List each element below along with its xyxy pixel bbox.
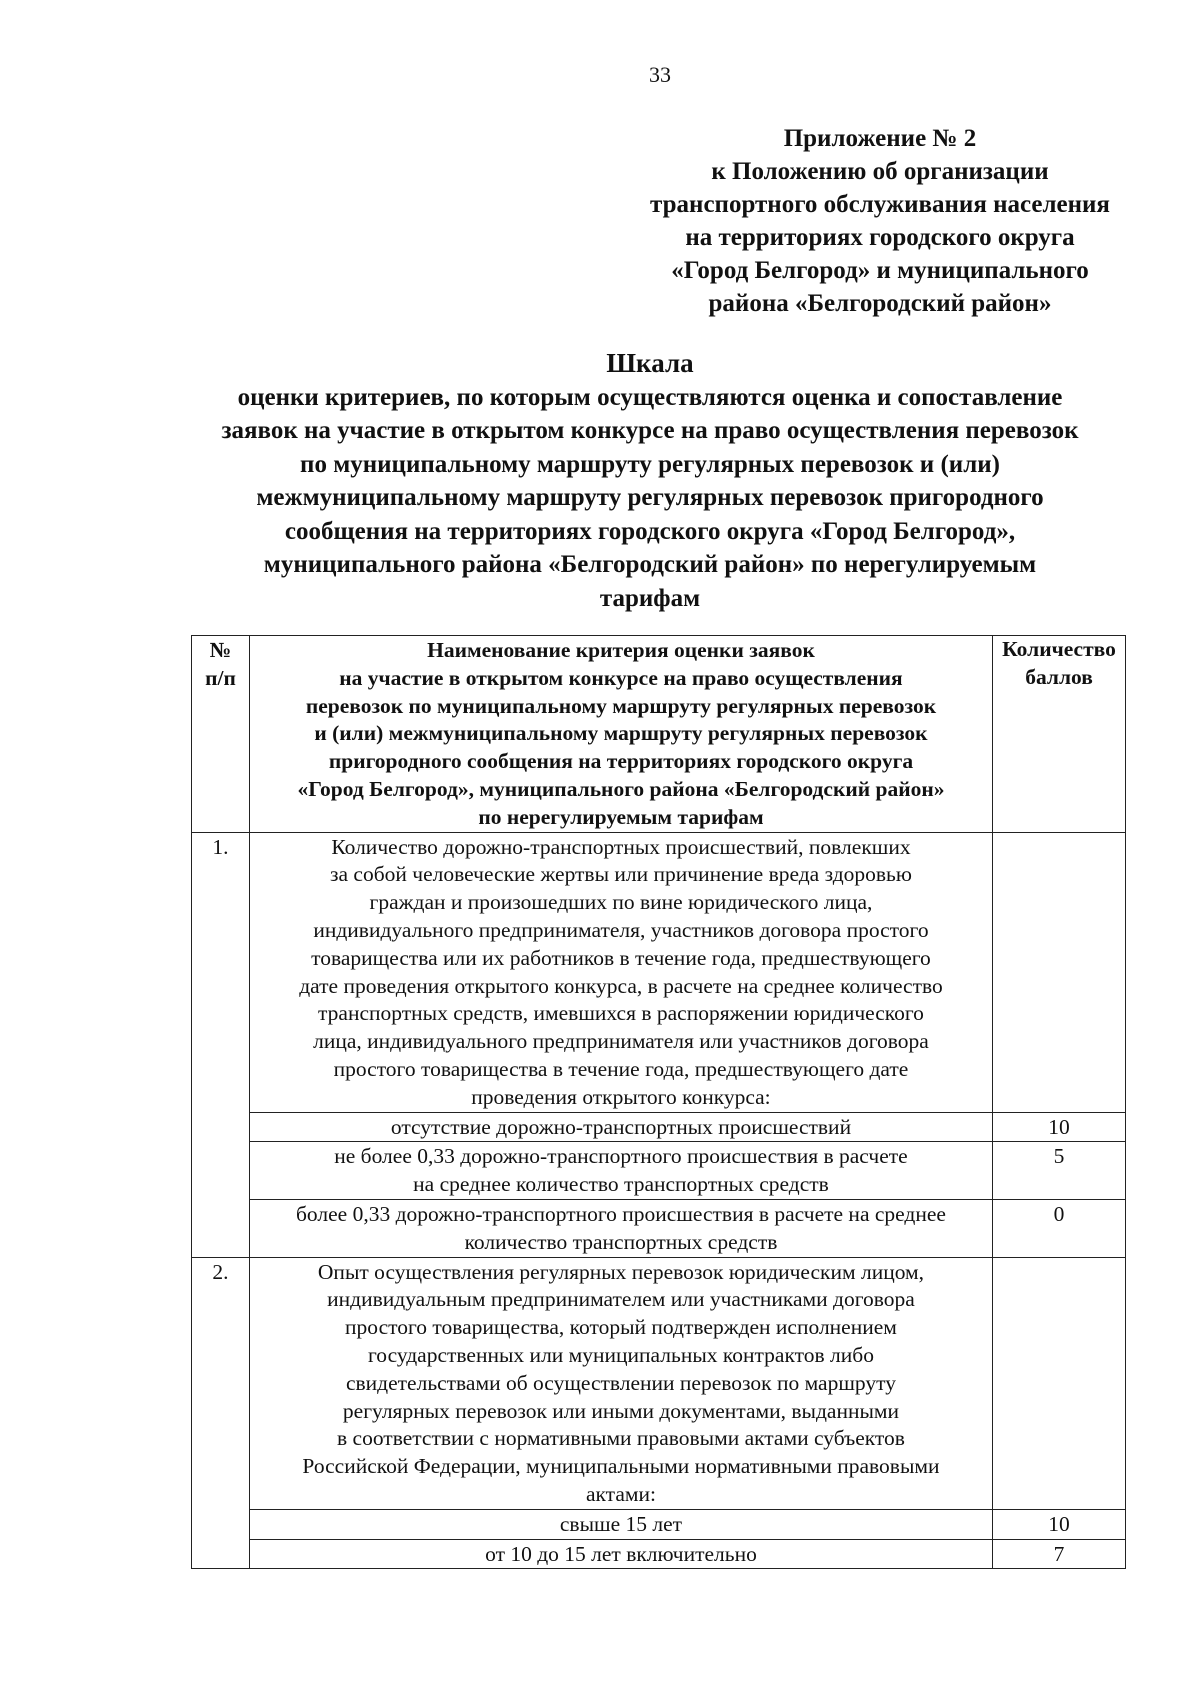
table-row — [192, 1509, 1126, 1539]
title-line: тарифам — [599, 584, 701, 612]
criterion-text: Опыт осуществления регулярных перевозок юридическим лицом, индивидуальным предпринимателем или участниками договора простого товарищества, который подтвержден исполнением государственных или муниципальных контрактов либо свидетельствами об осуществлении перевозок по маршруту регулярных перевозок или иными документами, выданными в соответствии с нормативными правовыми актами субъектов Российской Федерации, муниципальными нормативными правовыми актами: — [249, 1257, 992, 1509]
appendix-line: на территориях городского округа — [685, 224, 1075, 251]
option-text: отсутствие дорожно-транспортных происшествий — [249, 1112, 992, 1142]
page-number: 33 — [649, 62, 671, 87]
appendix-line: «Город Белгород» и муниципального — [671, 257, 1089, 284]
criteria-table — [191, 635, 1126, 1569]
option-score: 10 — [993, 1509, 1126, 1539]
appendix-line: к Положению об организации — [711, 158, 1049, 185]
option-text: свыше 15 лет — [249, 1509, 992, 1539]
table-row — [192, 832, 1126, 1112]
title-line: заявок на участие в открытом конкурсе на право осуществления перевозок — [221, 417, 1079, 444]
table-row — [192, 1257, 1126, 1509]
appendix-header — [600, 122, 1160, 320]
title-line: межмуниципальному маршруту регулярных перевозок пригородного — [256, 484, 1044, 511]
table-row — [192, 1199, 1126, 1257]
title-line: оценки критериев, по которым осуществляются оценка и сопоставление — [237, 383, 1063, 411]
criterion-score-empty — [993, 832, 1126, 1112]
option-score: 0 — [993, 1199, 1126, 1257]
option-text: от 10 до 15 лет включительно — [249, 1539, 992, 1569]
title-line: по муниципальному маршруту регулярных перевозок и (или) — [300, 450, 1000, 478]
title-line: муниципального района «Белгородский район» по нерегулируемым — [263, 551, 1037, 578]
title-line: сообщения на территориях городского округа «Город Белгород», — [284, 517, 1016, 545]
appendix-line: района «Белгородский район» — [708, 290, 1052, 317]
appendix-line: транспортного обслуживания населения — [650, 191, 1110, 218]
header-score: Количество баллов — [993, 636, 1126, 833]
table-row — [192, 1539, 1126, 1569]
header-criterion-name: Наименование критерия оценки заявок на участие в открытом конкурсе на право осуществления перевозок по муниципальному маршруту регулярных перевозок и (или) межмуниципальному маршруту регулярных перевозок пригородного сообщения на территориях городского округа «Город Белгород», муниципального района «Белгородский район» по нерегулируемым тарифам — [249, 636, 992, 833]
appendix-line: Приложение № 2 — [783, 125, 977, 152]
option-score: 5 — [993, 1142, 1126, 1200]
table-row — [192, 1142, 1126, 1200]
option-score: 7 — [993, 1539, 1126, 1569]
criterion-score-empty — [993, 1257, 1126, 1509]
document-title — [150, 347, 1150, 615]
header-num: № п/п — [192, 636, 250, 833]
title-heading: Шкала — [606, 348, 694, 378]
table-row — [192, 1112, 1126, 1142]
table-header-row — [192, 636, 1126, 833]
criterion-text: Количество дорожно-транспортных происшествий, повлекших за собой человеческие жертвы или причинение вреда здоровью граждан и произошедших по вине юридического лица, индивидуального предпринимателя, участников договора простого товарищества или их работников в течение года, предшествующего дате проведения открытого конкурса, в расчете на среднее количество транспортных средств, имевшихся в распоряжении юридического лица, индивидуального предпринимателя или участников договора простого товарищества в течение года, предшествующего дате проведения открытого конкурса: — [249, 832, 992, 1112]
option-text: не более 0,33 дорожно-транспортного происшествия в расчете на среднее количество транспортных средств — [249, 1142, 992, 1200]
option-text: более 0,33 дорожно-транспортного происшествия в расчете на среднее количество транспортных средств — [249, 1199, 992, 1257]
criterion-num: 2. — [192, 1257, 250, 1569]
option-score: 10 — [993, 1112, 1126, 1142]
criterion-num: 1. — [192, 832, 250, 1257]
